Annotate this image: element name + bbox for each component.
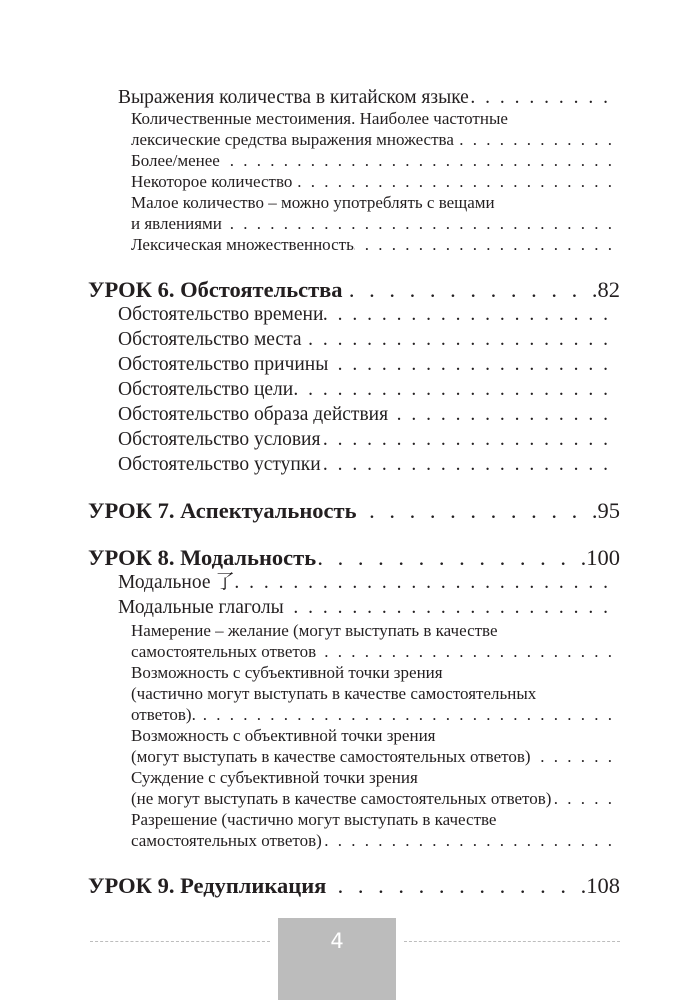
dot-leader	[293, 378, 608, 402]
toc-page-number: 82	[597, 277, 620, 302]
toc-line	[131, 233, 612, 257]
toc-entry-title: Лексическая множественность	[131, 235, 354, 254]
toc-entry-title: лексические средства выражения множества	[131, 130, 454, 149]
dot-leader	[320, 428, 608, 452]
toc-entry-title: Выражения количества в китайском языке	[118, 87, 469, 108]
dot-leader	[321, 453, 608, 477]
toc-entry-title: Обстоятельство условия	[118, 429, 321, 450]
toc-entry-title: Обстоятельство уступки	[118, 454, 321, 475]
toc-line	[131, 829, 612, 853]
toc-entry-title: ответов).	[131, 705, 196, 724]
toc-entry-title: Обстоятельство цели	[118, 379, 294, 400]
toc-entry-title: и явлениями	[131, 214, 222, 233]
toc-entry-title: Количественные местоимения. Наиболее частотные	[131, 109, 508, 128]
toc-entry-title: самостоятельных ответов	[131, 642, 317, 661]
toc-page-number: 108	[586, 873, 620, 898]
toc-entry-title: самостоятельных ответов)	[131, 831, 322, 850]
dot-leader	[302, 328, 609, 352]
dot-leader	[343, 276, 598, 304]
toc-page-number: 95	[597, 498, 620, 523]
dot-leader	[235, 571, 608, 595]
toc-line	[88, 497, 620, 525]
dot-leader	[284, 596, 608, 620]
toc-line	[118, 453, 608, 477]
footer-divider-left	[90, 941, 270, 942]
toc-entry-title: Возможность с субъективной точки зрения	[131, 663, 443, 682]
dot-leader	[354, 233, 612, 257]
toc-entry-title: (частично могут выступать в качестве самостоятельных	[131, 684, 537, 703]
toc-page-number: 100	[586, 545, 620, 570]
toc-entry-title: (могут выступать в качестве самостоятельных ответов)	[131, 747, 531, 766]
dot-leader	[356, 497, 597, 525]
toc-entry-title: Обстоятельство образа действия	[118, 404, 389, 425]
toc-line	[118, 571, 608, 595]
dot-leader	[328, 353, 608, 377]
toc-entry-title: УРОК 9. Редупликация	[88, 873, 327, 898]
toc-line	[88, 872, 620, 900]
toc-entry-title: (не могут выступать в качестве самостоятельных ответов)	[131, 789, 552, 808]
toc-entry-title: Намерение – желание (могут выступать в качестве	[131, 621, 498, 640]
toc-entry-title: УРОК 8. Модальность	[88, 545, 317, 570]
toc-entry-title: Модальные глаголы	[118, 597, 284, 618]
dot-leader	[388, 403, 608, 427]
toc-entry-title: Обстоятельство причины	[118, 354, 329, 375]
toc-line	[118, 353, 608, 377]
toc-entry-title: Более/менее	[131, 151, 220, 170]
toc-entry-title: Возможность с объективной точки зрения	[131, 726, 436, 745]
toc-line	[118, 596, 608, 620]
toc-line	[88, 544, 620, 572]
dot-leader	[326, 872, 586, 900]
toc-line	[118, 378, 608, 402]
page-number: 4	[278, 918, 396, 1000]
toc-entry-title: Обстоятельство места	[118, 329, 302, 350]
toc-line	[118, 328, 608, 352]
toc-entry-title: УРОК 6. Обстоятельства	[88, 277, 343, 302]
toc-line	[118, 403, 608, 427]
toc-entry-title: Суждение с субъективной точки зрения	[131, 768, 418, 787]
toc-entry-title: Некоторое количество	[131, 172, 293, 191]
toc-line	[118, 303, 608, 327]
dot-leader	[323, 303, 608, 327]
toc-entry-title: Разрешение (частично могут выступать в качестве	[131, 810, 497, 829]
dot-leader	[322, 829, 612, 853]
toc-entry-title: Малое количество – можно употреблять с вещами	[131, 193, 495, 212]
footer-divider-right	[404, 941, 620, 942]
toc-entry-title: УРОК 7. Аспектуальность	[88, 498, 357, 523]
toc-entry-title: Обстоятельство времени	[118, 304, 324, 325]
toc-line	[118, 428, 608, 452]
dot-leader	[316, 544, 586, 572]
toc-entry-title: Модальное 了	[118, 572, 235, 593]
toc-line	[88, 276, 620, 304]
